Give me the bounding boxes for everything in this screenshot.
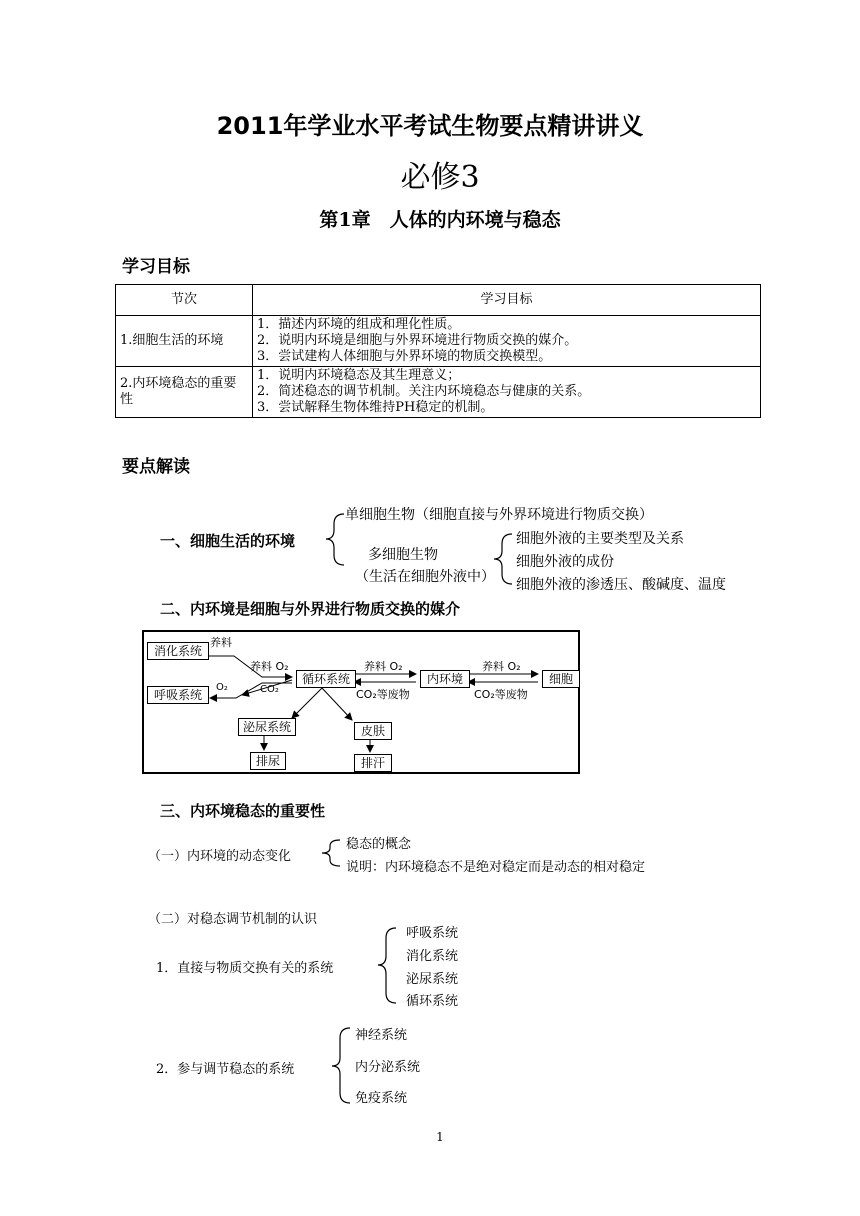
box-respiratory: 呼吸系统 bbox=[147, 686, 209, 704]
brace-icon bbox=[378, 928, 396, 1003]
box-internal: 内环境 bbox=[420, 670, 470, 688]
label-co2-waste: CO₂等废物 bbox=[356, 688, 410, 701]
brace-icon bbox=[332, 1028, 350, 1103]
label-nutrient-o2: 养料 O₂ bbox=[250, 660, 289, 673]
box-sweat: 排汗 bbox=[354, 754, 392, 772]
s3-p2-item: 内分泌系统 bbox=[355, 1060, 421, 1075]
page-number: 1 bbox=[436, 1130, 444, 1144]
box-cell: 细胞 bbox=[542, 670, 580, 688]
goal-item: 3．尝试建构人体细胞与外界环境的物质交换模型。 bbox=[257, 349, 552, 364]
brace-icon bbox=[322, 840, 340, 866]
s3-p1-item: 循环系统 bbox=[406, 994, 459, 1009]
label-nutrient-o2: 养料 O₂ bbox=[482, 660, 521, 673]
volume-title: 必修3 bbox=[400, 160, 480, 195]
box-urinary: 泌尿系统 bbox=[238, 718, 296, 736]
box-digestive: 消化系统 bbox=[147, 642, 209, 660]
s2-title: 二、内环境是细胞与外界进行物质交换的媒介 bbox=[160, 600, 461, 618]
goals-heading: 学习目标 bbox=[122, 257, 190, 277]
goal-item: 3．尝试解释生物体维持PH稳定的机制。 bbox=[257, 400, 494, 415]
brace-icon bbox=[494, 534, 512, 584]
goal-item: 1．说明内环境稳态及其生理意义； bbox=[257, 368, 461, 383]
s3-sub1-item: 说明：内环境稳态不是绝对稳定而是动态的相对稳定 bbox=[346, 860, 646, 875]
s1-multi-note: （生活在细胞外液中） bbox=[355, 569, 495, 585]
goal-item: 2．简述稳态的调节机制。关注内环境稳态与健康的关系。 bbox=[257, 384, 591, 399]
col-section-header: 节次 bbox=[116, 285, 253, 316]
chapter-title: 第1章 人体的内环境与稳态 bbox=[319, 209, 561, 231]
s1-single: 单细胞生物（细胞直接与外界环境进行物质交换） bbox=[345, 507, 653, 523]
s1-item: 细胞外液的成份 bbox=[516, 554, 614, 570]
s3-title: 三、内环境稳态的重要性 bbox=[160, 802, 326, 820]
s1-item: 细胞外液的主要类型及关系 bbox=[516, 531, 684, 547]
brace-icon bbox=[326, 514, 344, 565]
s3-p2-label: 2．参与调节稳态的系统 bbox=[156, 1062, 295, 1077]
row-section: 2.内环境稳态的重要性 bbox=[116, 367, 253, 418]
s1-multi: 多细胞生物 bbox=[368, 547, 438, 563]
s3-p1-item: 呼吸系统 bbox=[406, 926, 459, 941]
s3-sub1-item: 稳态的概念 bbox=[346, 837, 412, 852]
s3-p1-label: 1．直接与物质交换有关的系统 bbox=[156, 961, 334, 976]
row-section: 1.细胞生活的环境 bbox=[116, 316, 253, 367]
s3-sub2-label: （二）对稳态调节机制的认识 bbox=[148, 912, 318, 927]
s3-p1-item: 泌尿系统 bbox=[406, 972, 459, 987]
key-points-heading: 要点解读 bbox=[122, 457, 190, 477]
col-goal-header: 学习目标 bbox=[253, 285, 761, 316]
s3-p2-item: 神经系统 bbox=[355, 1028, 408, 1043]
s1-item: 细胞外液的渗透压、酸碱度、温度 bbox=[516, 577, 726, 593]
exchange-diagram bbox=[142, 630, 580, 774]
label-nutrient: 养料 bbox=[210, 636, 232, 649]
goal-item: 2．说明内环境是细胞与外界环境进行物质交换的媒介。 bbox=[257, 333, 578, 348]
s3-p2-item: 免疫系统 bbox=[355, 1091, 408, 1106]
goal-item: 1．描述内环境的组成和理化性质。 bbox=[257, 317, 461, 332]
s3-sub1-label: （一）内环境的动态变化 bbox=[148, 849, 292, 864]
s3-p1-item: 消化系统 bbox=[406, 949, 459, 964]
box-skin: 皮肤 bbox=[354, 722, 392, 740]
label-co2: CO₂ bbox=[260, 684, 279, 695]
box-urine: 排尿 bbox=[250, 752, 286, 770]
s1-title: 一、细胞生活的环境 bbox=[160, 532, 296, 550]
label-nutrient-o2: 养料 O₂ bbox=[364, 660, 403, 673]
label-co2-waste: CO₂等废物 bbox=[474, 688, 528, 701]
box-circulatory: 循环系统 bbox=[296, 670, 356, 688]
document-title: 2011年学业水平考试生物要点精讲讲义 bbox=[216, 112, 644, 140]
label-o2: O₂ bbox=[216, 682, 228, 693]
